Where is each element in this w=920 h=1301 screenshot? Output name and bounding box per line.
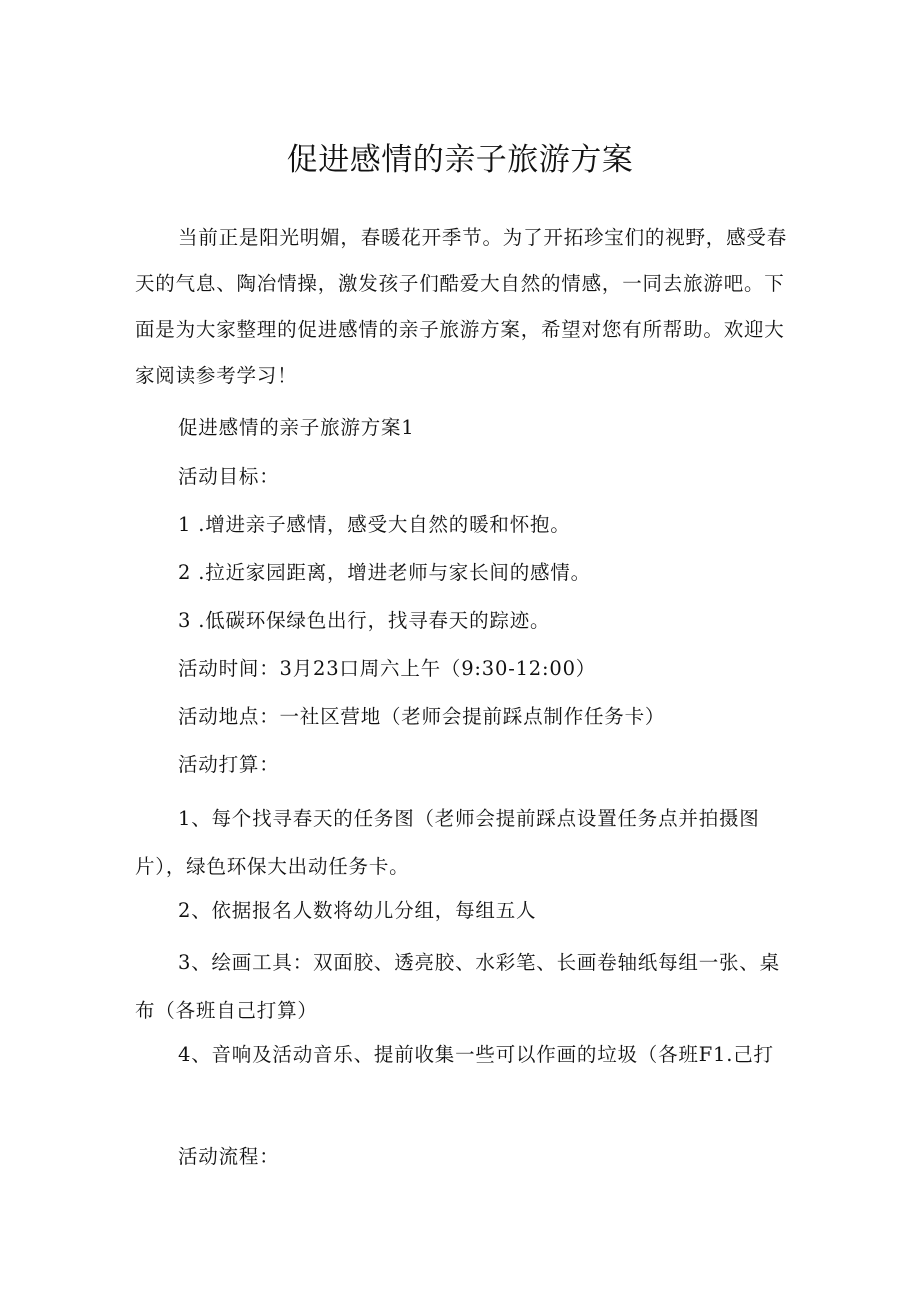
plan-heading: 活动打算： bbox=[178, 753, 280, 776]
goal-heading: 活动目标： bbox=[178, 465, 280, 488]
process-heading: 活动流程： bbox=[178, 1145, 280, 1168]
plan-item: 4、音响及活动音乐、提前收集一些可以作画的垃圾（各班F1.己打 bbox=[178, 1043, 774, 1066]
activity-location: 活动地点：一社区营地（老师会提前踩点制作任务卡） bbox=[178, 705, 666, 728]
plan-item: 2、依据报名人数将幼儿分组，每组五人 bbox=[178, 899, 537, 922]
goal-item: 3 .低碳环保绿色出行，找寻春天的踪迹。 bbox=[178, 609, 551, 632]
intro-paragraph: 当前正是阳光明媚，春暖花开季节。为了开拓珍宝们的视野，感受春天的气息、陶冶情操，激发孩子们酷爱大自然的情感，一同去旅游吧。下面是为大家整理的促进感情的亲子旅游方案，希望对您有所帮助。欢迎大家阅读参考学习！ bbox=[135, 226, 788, 387]
goal-item: 1 .增进亲子感情，感受大自然的暖和怀抱。 bbox=[178, 513, 571, 536]
section-title: 促进感情的亲子旅游方案1 bbox=[178, 416, 415, 439]
document-title: 促进感情的亲子旅游方案 bbox=[286, 142, 634, 178]
activity-time: 活动时间：3月23口周六上午（9:30-12:00） bbox=[178, 657, 597, 680]
goal-item: 2 .拉近家园距离，增进老师与家长间的感情。 bbox=[178, 561, 591, 584]
plan-item: 1、每个找寻春天的任务图（老师会提前踩点设置任务点并拍摄图片），绿色环保大出动任务卡。 bbox=[135, 807, 760, 878]
plan-item: 3、绘画工具：双面胶、透亮胶、水彩笔、长画卷轴纸每组一张、桌布（各班自己打算） bbox=[135, 951, 780, 1022]
